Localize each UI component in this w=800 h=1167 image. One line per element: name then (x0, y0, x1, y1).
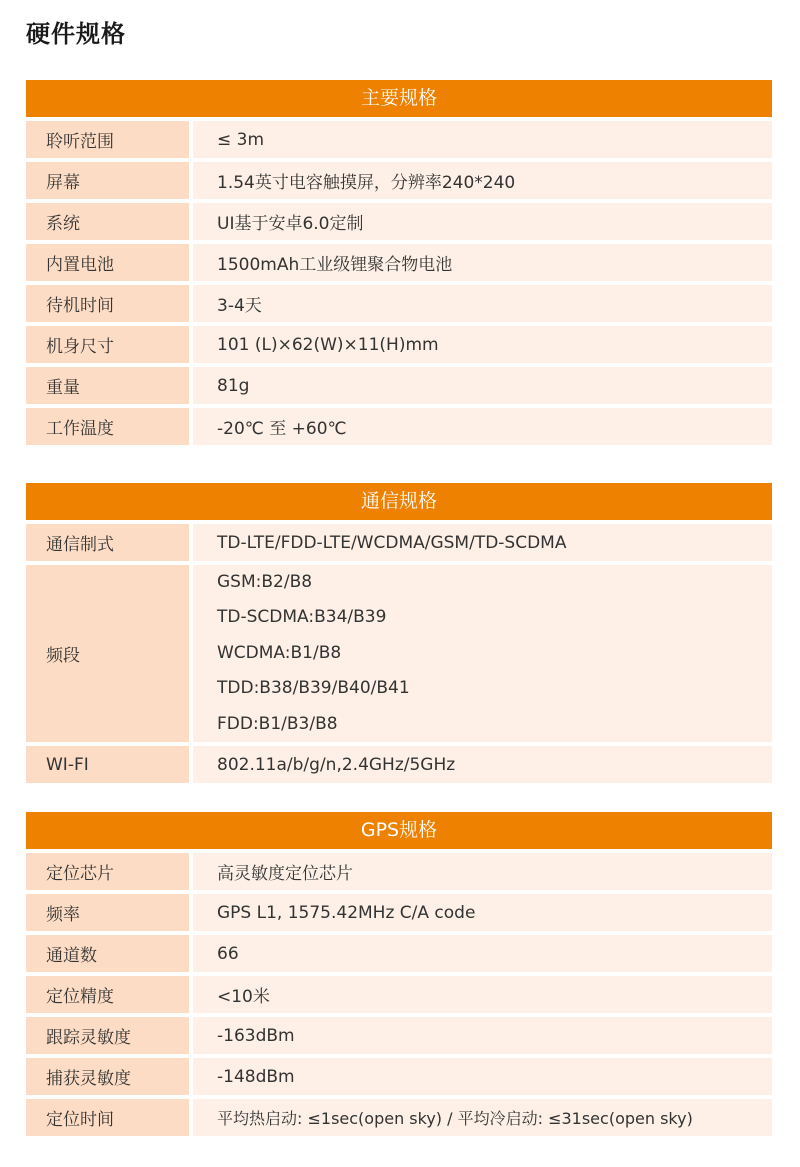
table-row (26, 746, 772, 783)
row-label: 捕获灵敏度 (26, 1058, 189, 1095)
band-item: WCDMA:B1/B8 (217, 642, 342, 663)
row-label: 聆听范围 (26, 121, 189, 158)
row-value: 802.11a/b/g/n,2.4GHz/5GHz (193, 746, 772, 783)
table-row (26, 935, 772, 972)
row-value: 81g (193, 367, 772, 404)
row-value: 66 (193, 935, 772, 972)
section-header: GPS规格 (26, 812, 772, 849)
spec-table (26, 121, 772, 445)
band-item: FDD:B1/B3/B8 (217, 713, 338, 734)
row-value: ≤ 3m (193, 121, 772, 158)
row-label: 跟踪灵敏度 (26, 1017, 189, 1054)
row-value: GPS L1, 1575.42MHz C/A code (193, 894, 772, 931)
row-label: 定位芯片 (26, 853, 189, 890)
row-value: 高灵敏度定位芯片 (193, 853, 772, 890)
row-label: 定位时间 (26, 1099, 189, 1136)
table-row (26, 853, 772, 890)
row-value: UI基于安卓6.0定制 (193, 203, 772, 240)
row-label: 系统 (26, 203, 189, 240)
table-row (26, 203, 772, 240)
row-value: TD-LTE/FDD-LTE/WCDMA/GSM/TD-SCDMA (193, 524, 772, 561)
band-item: TDD:B38/B39/B40/B41 (217, 678, 410, 699)
row-label: 待机时间 (26, 285, 189, 322)
table-row (26, 894, 772, 931)
row-label: 内置电池 (26, 244, 189, 281)
row-value: 1500mAh工业级锂聚合物电池 (193, 244, 772, 281)
row-value: 1.54英寸电容触摸屏，分辨率240*240 (193, 162, 772, 199)
row-label: 定位精度 (26, 976, 189, 1013)
row-label: 工作温度 (26, 408, 189, 445)
table-row (26, 326, 772, 363)
table-row (26, 524, 772, 561)
row-label: 通道数 (26, 935, 189, 972)
table-row (26, 408, 772, 445)
table-row (26, 285, 772, 322)
row-label: 频段 (26, 565, 189, 742)
table-row (26, 1058, 772, 1095)
table-row (26, 1017, 772, 1054)
row-label: WI-FI (26, 746, 189, 783)
gps-specs-section (26, 812, 772, 1136)
table-row (26, 121, 772, 158)
table-row (26, 565, 772, 742)
main-specs-section (26, 80, 772, 445)
row-value: -163dBm (193, 1017, 772, 1054)
table-row (26, 367, 772, 404)
row-label: 通信制式 (26, 524, 189, 561)
table-row (26, 244, 772, 281)
row-value: 平均热启动: ≤1sec(open sky) / 平均冷启动: ≤31sec(open sky) (193, 1099, 772, 1136)
row-label: 频率 (26, 894, 189, 931)
spec-table (26, 853, 772, 1136)
row-value: 101 (L)×62(W)×11(H)mm (193, 326, 772, 363)
table-row (26, 976, 772, 1013)
table-row (26, 162, 772, 199)
page-title: 硬件规格 (26, 20, 126, 48)
band-item: GSM:B2/B8 (217, 572, 313, 593)
section-header: 通信规格 (26, 483, 772, 520)
row-value: 3-4天 (193, 285, 772, 322)
table-row (26, 1099, 772, 1136)
section-header: 主要规格 (26, 80, 772, 117)
row-value: <10米 (193, 976, 772, 1013)
row-value: -148dBm (193, 1058, 772, 1095)
row-label: 机身尺寸 (26, 326, 189, 363)
band-item: TD-SCDMA:B34/B39 (217, 607, 387, 628)
row-value-list (193, 565, 772, 742)
row-label: 屏幕 (26, 162, 189, 199)
spec-table (26, 524, 772, 783)
comm-specs-section (26, 483, 772, 783)
row-value: -20℃ 至 +60℃ (193, 408, 772, 445)
row-label: 重量 (26, 367, 189, 404)
